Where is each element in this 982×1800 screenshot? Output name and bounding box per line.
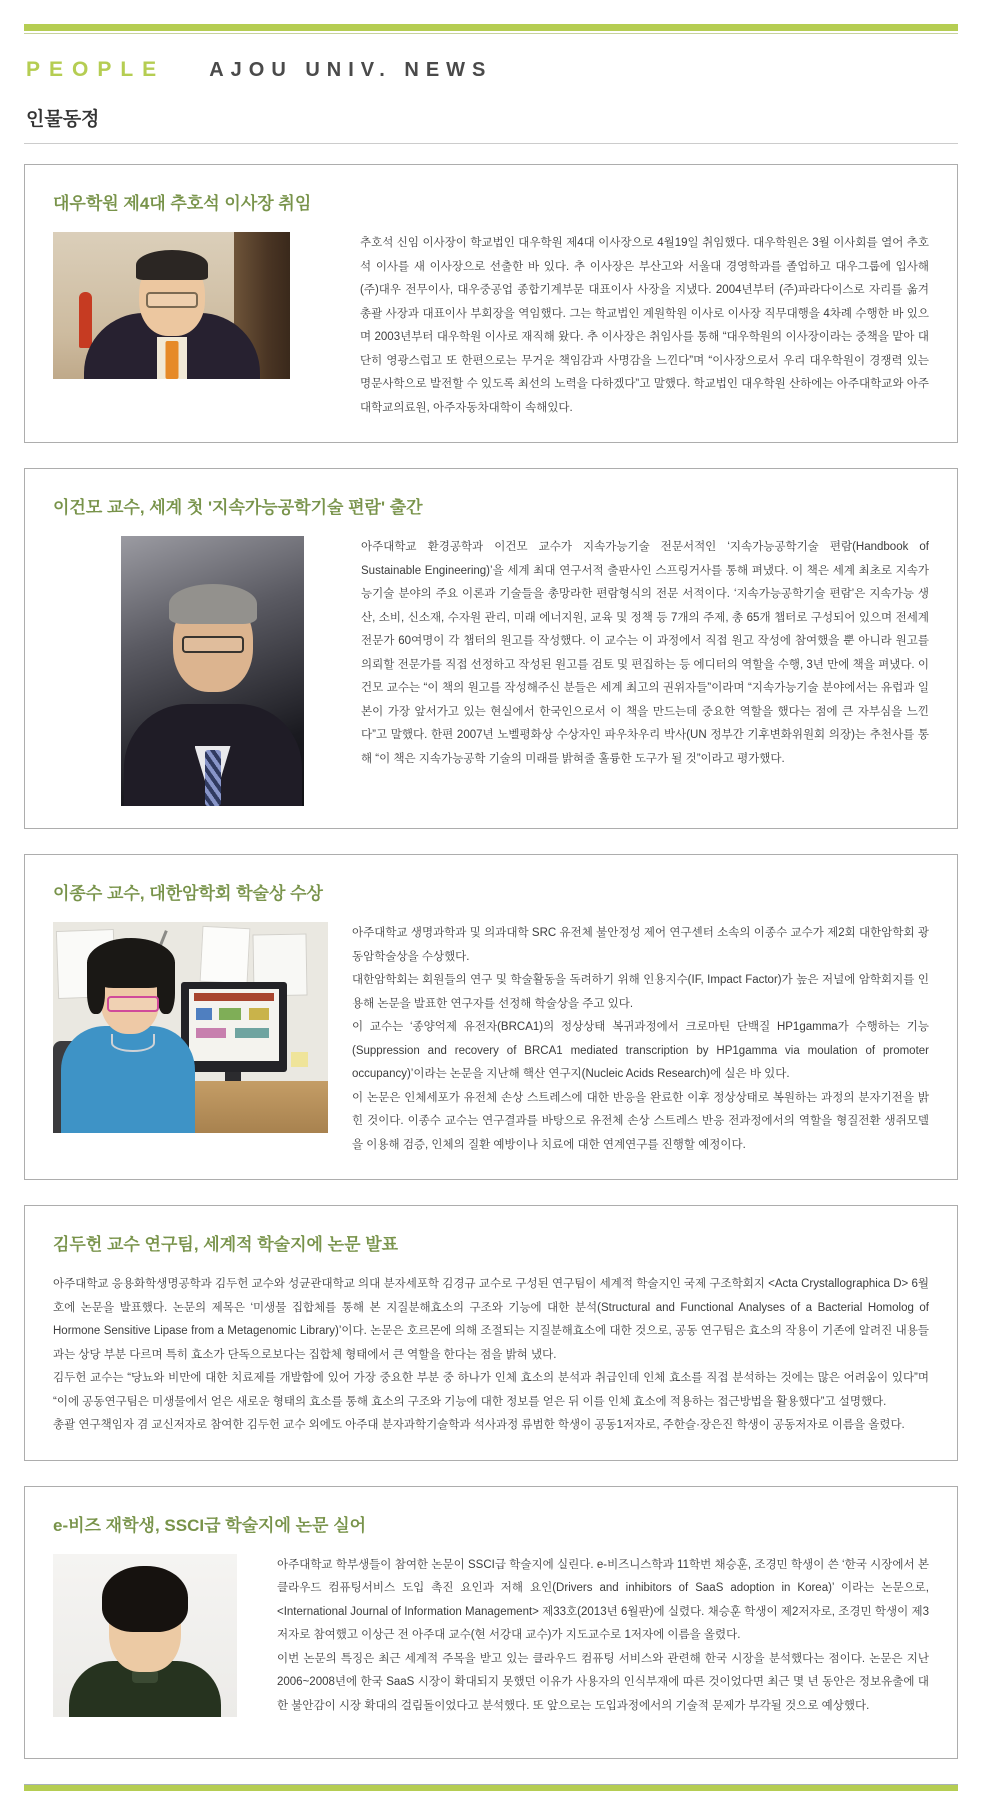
hair	[136, 250, 208, 280]
black-hair	[102, 1566, 188, 1632]
screen-content	[196, 1008, 212, 1020]
chairman-portrait-photo	[53, 232, 290, 379]
striped-tie	[205, 750, 221, 806]
article-title: 김두헌 교수 연구팀, 세계적 학술지에 논문 발표	[53, 1235, 399, 1254]
article-paragraph: 이번 논문의 특징은 최근 세계적 주목을 받고 있는 클라우드 컴퓨팅 서비스와 관련해 한국 시장을 분석했다는 점이다. 논문은 지난 2006~2008년에 한국 SaaS 시장이 확대되지 못했던 이유가 사용자의 인식부재에 따른 것이었다면 최근 몇 년 동안은 정보유출에 대한 불안감이 시장 확대의 걸림돌이었다고 분석했다. 또 앞으로는 도입과정에서의 기술적 문제가 부각될 것으로 예상했다.	[277, 1652, 929, 1712]
article-ssci-student-paper	[24, 1486, 958, 1760]
news-page	[0, 24, 982, 1800]
ajou-univ-news-label: AJOU UNIV. NEWS	[209, 59, 493, 81]
title-divider	[24, 143, 958, 144]
article-title: 대우학원 제4대 추호석 이사장 취임	[53, 194, 312, 213]
student-portrait-photo	[53, 1554, 237, 1717]
professor-lee-kunmo-photo	[121, 536, 304, 806]
necklace	[111, 1034, 155, 1052]
article-handbook-publication	[24, 468, 958, 829]
article-paragraph: 총괄 연구책임자 겸 교신저자로 참여한 김두헌 교수 외에도 아주대 분자과학기술학과 석사과정 류범한 학생이 공동1저자로, 주한슬·장은진 학생이 공동저자로 이름을 올렸다.	[53, 1419, 905, 1431]
article-text	[361, 536, 929, 771]
article-title: 이종수 교수, 대한암학회 학술상 수상	[53, 884, 323, 903]
article-text	[277, 1554, 929, 1719]
screen-content	[219, 1008, 241, 1020]
red-bottle	[79, 292, 92, 348]
article-paragraph: 이 교수는 ‘종양억제 유전자(BRCA1)의 정상상태 복귀과정에서 크로마틴 단백질 HP1gamma가 수행하는 기능 (Suppression and recovery of BRCA1 mediated transcription by HP1gamma via moulation of promoter occupancy)’이라는 논문을 지난해 핵산 연구지(Nucleic Acids Research)에 실은 바 있다.	[352, 1021, 929, 1080]
wall-paper	[200, 926, 251, 984]
gray-hair	[169, 584, 257, 624]
article-journal-paper	[24, 1205, 958, 1461]
article-text	[53, 1273, 929, 1438]
article-cancer-award	[24, 854, 958, 1180]
glasses	[146, 292, 198, 308]
screen-content	[194, 993, 274, 1001]
top-accent-line	[24, 33, 958, 34]
article-text	[352, 922, 929, 1157]
bob-hair	[157, 962, 175, 1014]
article-paragraph: 추호석 신임 이사장이 학교법인 대우학원 제4대 이사장으로 4월19일 취임했다. 대우학원은 3월 이사회를 열어 추호석 이사를 새 이사장으로 선출한 바 있다. 추 이사장은 부산고와 서울대 경영학과를 졸업하고 대우그룹에 입사해 (주)대우 전무이사, 대우중공업 종합기계부문 대표이사 사장을 지냈다. 2004년부터 (주)파라다이스로 자리를 옮겨 총괄 사장과 대표이사 부회장을 역임했다. 그는 학교법인 계원학원 이사로 이사장 직무대행을 4차례 수행한 바 있으며 2003년부터 대우학원 이사로 재직해 왔다. 추 이사장은 취임사를 통해 “대우학원의 이사장이라는 중책을 맡아 대단히 영광스럽고 또 한편으로는 무거운 책임감과 사명감을 느낀다”며 “이사장으로서 우리 대우학원이 경쟁력 있는 명문사학으로 발전할 수 있도록 최선의 노력을 다하겠다”고 말했다. 학교법인 대우학원 산하에는 아주대학교와 아주대학교의료원, 아주자동차대학이 속해있다.	[360, 237, 929, 414]
glasses	[182, 636, 244, 653]
screen-content	[249, 1008, 269, 1020]
article-paragraph: 대한암학회는 회원들의 연구 및 학술활동을 독려하기 위해 인용지수(IF, Impact Factor)가 높은 저널에 암학회지를 인용해 논문을 발표한 연구자를 선정해 학술상을 주고 있다.	[352, 974, 929, 1010]
article-paragraph: 이 논문은 인체세포가 유전체 손상 스트레스에 대한 반응을 완료한 이후 정상상태로 복원하는 과정의 분자기전을 밝힌 것이다. 이종수 교수는 연구결과를 바탕으로 유전체 손상 스트레스 반응 전과정에서의 역할을 형질전환 생쥐모델을 이용해 검증, 인체의 질환 예방이나 치료에 대한 연계연구를 진행할 예정이다.	[352, 1091, 929, 1151]
article-paragraph: 김두헌 교수는 “당뇨와 비만에 대한 치료제를 개발함에 있어 가장 중요한 부분 중 하나가 인체 효소의 분석과 취급인데 인체 효소를 직접 분석하는 것에는 많은 어려움이 있다”며 “이에 공동연구팀은 미생물에서 얻은 새로운 형태의 효소를 통해 효소의 구조와 기능에 대한 정보를 얻은 뒤 이를 인체 효소에 적용하는 접근방법을 활용했다”고 설명했다.	[53, 1372, 929, 1408]
article-paragraph: 아주대학교 응용화학생명공학과 김두헌 교수와 성균관대학교 의대 분자세포학 김경규 교수로 구성된 연구팀이 세계적 학술지인 국제 구조학회지 <Acta Crystallographica D> 6월 호에 논문을 발표했다. 논문의 제목은 ‘미생물 집합체를 통해 본 지질분해효소의 구조와 기능에 대한 분석(Structural and Functional Analyses of a Bacterial Homolog of Hormone Sensitive Lipase from a Metagenomic Library)’이다. 논문은 호르몬에 의해 조절되는 지질분해효소에 대한 것으로, 공동 연구팀은 효소의 작용이 기존에 알려진 내용들과는 상당 부분 다르며 특히 효소가 단독으로보다는 집합체 형태에서 큰 역할을 한다는 점을 밝혀 냈다.	[53, 1278, 929, 1361]
article-title: e-비즈 재학생, SSCI급 학술지에 논문 실어	[53, 1515, 367, 1535]
top-accent-bar	[24, 24, 958, 31]
article-text	[360, 232, 929, 420]
page-header	[24, 58, 958, 82]
bob-hair	[87, 962, 105, 1014]
bottom-accent-bar	[24, 1785, 958, 1791]
article-paragraph: 아주대학교 환경공학과 이건모 교수가 지속가능기술 전문서적인 ‘지속가능공학기술 편람(Handbook of Sustainable Engineering)’을 세계 최대 연구서적 출판사인 스프링거사를 통해 펴냈다. 이 책은 세계 최초로 지속가능기술 분야의 주요 이론과 기술들을 총망라한 편람형식의 전문 서적이다. ‘지속가능공학기술 편람’은 지속가능 생산, 소비, 신소재, 수자원 관리, 미래 에너지원, 교육 및 정책 등 7개의 주제, 총 65개 챕터로 구성되어 있으며 전세계 전문가 60여명이 각 챕터의 원고를 작성했다. 이 교수는 이 과정에서 직접 원고 작성에 참여했을 뿐 아니라 원고를 의뢰할 전문가를 직접 선정하고 작성된 원고를 검토 및 편집하는 등 에디터의 역할을 수행, 3년 만에 책을 펴냈다. 이건모 교수는 “이 책의 원고를 작성해주신 분들은 세계 최고의 권위자들”이라며 “지속가능기술 분야에서는 유럽과 일본이 가장 앞서가고 있는 현실에서 한국인으로서 이 책을 만드는데 중요한 역할을 했다는 점에 큰 자부심을 느낀다”고 말했다. 한편 2007년 노벨평화상 수상자인 파우차우리 박사(UN 정부간 기후변화위원회 의장)는 추천사를 통해 “이 책은 지속가능공학 기술의 미래를 밝혀줄 훌륭한 도구가 될 것”이라고 평가했다.	[361, 541, 929, 765]
page-title: 인물동정	[26, 109, 100, 130]
article-chairman-inauguration	[24, 164, 958, 443]
screen-content	[196, 1028, 226, 1038]
professor-lee-jongsoo-photo	[53, 922, 328, 1133]
article-paragraph: 아주대학교 생명과학과 및 의과대학 SRC 유전체 불안정성 제어 연구센터 소속의 이종수 교수가 제2회 대한암학회 광동암학술상을 수상했다.	[352, 927, 929, 963]
article-title: 이건모 교수, 세계 첫 '지속가능공학기술 편람' 출간	[53, 498, 423, 517]
orange-tie	[165, 341, 178, 379]
people-label: PEOPLE	[26, 58, 166, 81]
screen-content	[235, 1028, 269, 1038]
article-paragraph: 아주대학교 학부생들이 참여한 논문이 SSCI급 학술지에 실린다. e-비즈니스학과 11학번 채승훈, 조경민 학생이 쓴 ‘한국 시장에서 본 클라우드 컴퓨팅서비스 도입 촉진 요인과 저해 요인(Drivers and inhibitors of SaaS adoption in Korea)’ 이라는 논문으로, <International Journal of Information Management> 제33호(2013년 6월판)에 실렸다. 채승훈 학생이 제2저자로, 조경민 학생이 제3저자로 참여했고 이상근 전 아주대 교수(현 서강대 교수)가 지도교수로 1저자에 이름을 올렸다.	[277, 1558, 929, 1641]
pink-glasses	[107, 996, 159, 1012]
sticky-note	[291, 1052, 308, 1067]
